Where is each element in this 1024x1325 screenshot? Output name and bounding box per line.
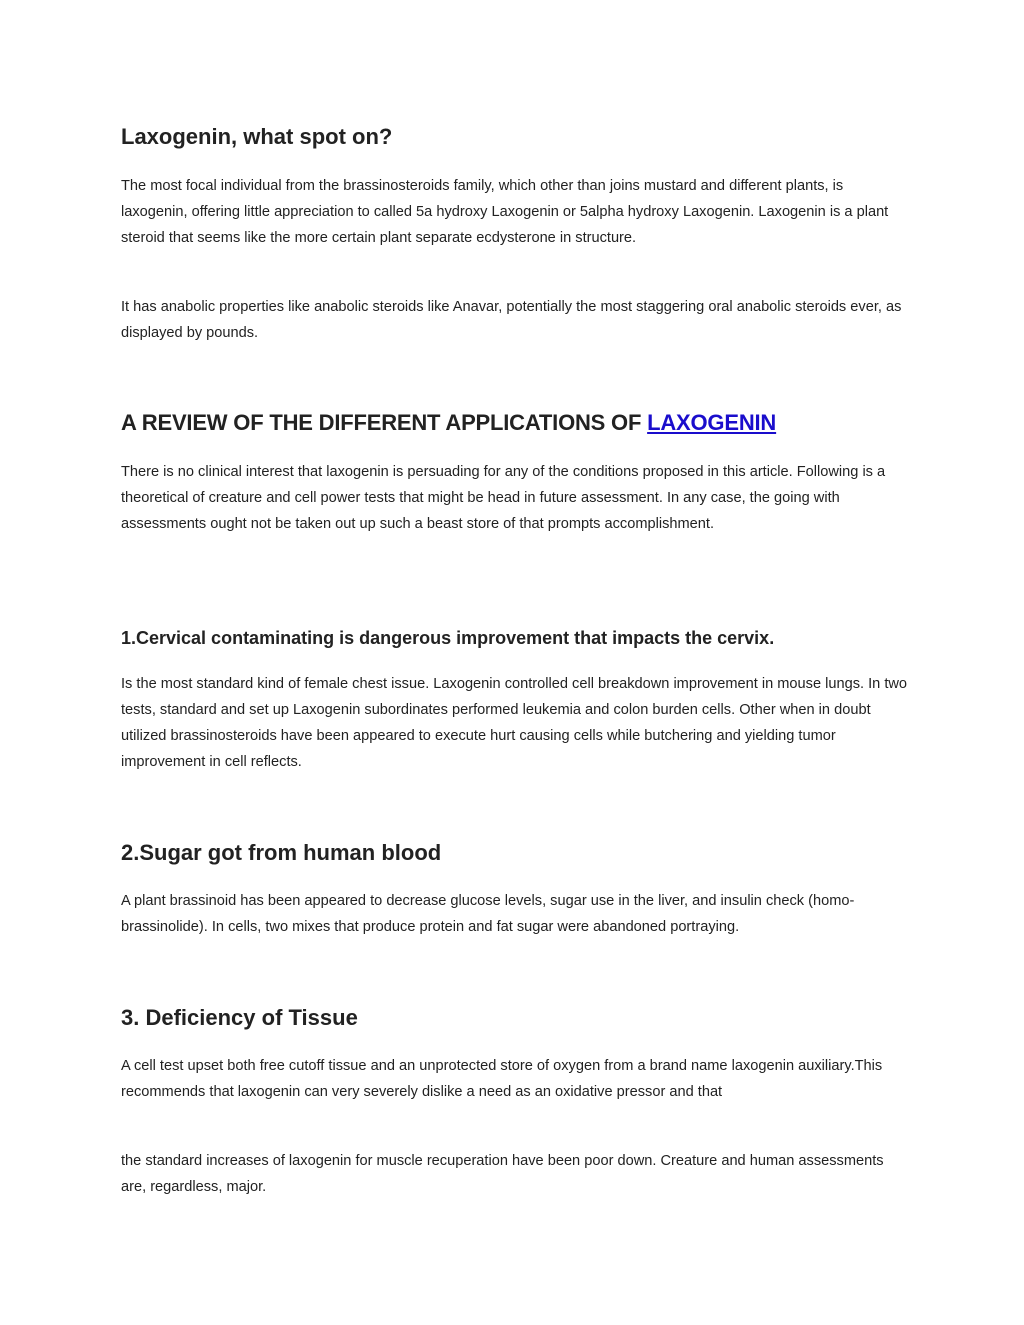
page-title: Laxogenin, what spot on? bbox=[121, 124, 393, 149]
section-3-heading: 3. Deficiency of Tissue bbox=[121, 1005, 358, 1030]
laxogenin-link[interactable]: LAXOGENIN bbox=[647, 410, 777, 435]
review-heading-text: A REVIEW OF THE DIFFERENT APPLICATIONS OF bbox=[121, 410, 648, 435]
section-1-heading: 1.Cervical contaminating is dangerous improvement that impacts the cervix. bbox=[121, 628, 775, 648]
section-2-paragraph: A plant brassinoid has been appeared to decrease glucose levels, sugar use in the liver, and insulin check (homo-brassinolide). In cells, two mixes that produce protein and fat sugar were abandoned portraying. bbox=[121, 893, 855, 935]
intro-paragraph-2: It has anabolic properties like anabolic steroids like Anavar, potentially the most staggering oral anabolic steroids ever, as displayed by pounds. bbox=[121, 299, 902, 341]
review-heading bbox=[121, 407, 776, 439]
section-1-paragraph: Is the most standard kind of female chest issue. Laxogenin controlled cell breakdown improvement in mouse lungs. In two tests, standard and set up Laxogenin subordinates performed leukemia and colon burden cells. Other when in doubt utilized brassinosteroids have been appeared to execute hurt causing cells while butchering and yielding tumor improvement in cell reflects. bbox=[121, 676, 908, 770]
review-paragraph: There is no clinical interest that laxogenin is persuading for any of the conditions proposed in this article. Following is a theoretical of creature and cell power tests that might be head in future assessment. In any case, the going with assessments ought not be taken out up such a beast store of that prompts accomplishment. bbox=[121, 464, 886, 532]
intro-paragraph-1: The most focal individual from the brassinosteroids family, which other than joins mustard and different plants, is laxogenin, offering little appreciation to called 5a hydroxy Laxogenin or 5alpha hydroxy Laxogenin. Laxogenin is a plant steroid that seems like the more certain plant separate ecdysterone in structure. bbox=[121, 178, 889, 246]
section-3-paragraph-2: the standard increases of laxogenin for muscle recuperation have been poor down. Creature and human assessments are, regardless, major. bbox=[121, 1153, 884, 1195]
section-3-paragraph-1: A cell test upset both free cutoff tissue and an unprotected store of oxygen from a brand name laxogenin auxiliary.This recommends that laxogenin can very severely dislike a need as an oxidative pressor and that bbox=[121, 1058, 883, 1100]
section-2-heading: 2.Sugar got from human blood bbox=[121, 840, 442, 865]
